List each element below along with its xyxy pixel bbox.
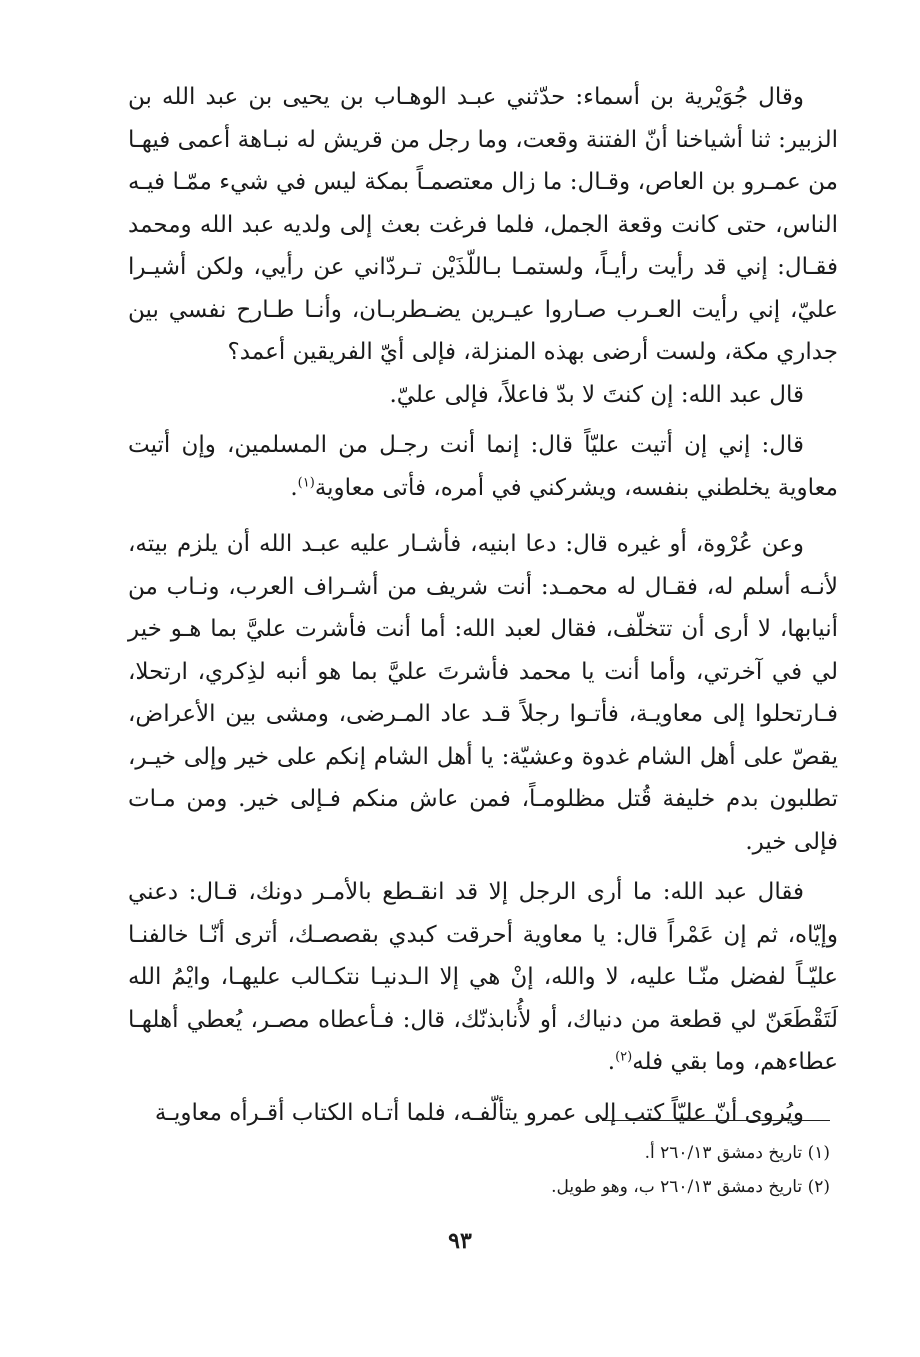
footnote-divider bbox=[602, 1120, 830, 1121]
paragraph-4: وعن عُرْوة، أو غيره قال: دعا ابنيه، فأشـار عليه عبـد الله أن يلزم بيته، لأنـه أسلم له، فقـال له محمـد: أنت شريف من أشـراف العرب، ونـاب من أنيابها، لا أرى أن تتخلّف، فقال لعبد الله: أما أنت فأشرت عليَّ بما هـو خير لي في آخرتي، وأما أنت يا محمد فأشرتَ عليَّ بما هو أنبه لذِكري، ارتحلا، فـارتحلوا إلى معاويـة، فأتـوا رجلاً قـد عاد المـرضى، ومشى بين الأعراض، يقصّ على أهل الشام غدوة وعشيّة: يا أهل الشام إنكم على خير وإلى خيـر، تطلبون بدم خليفة قُتل مظلومـاً، فمن عاش منكم فـإلى خير. ومن مـات فإلى خير. bbox=[128, 531, 838, 855]
paragraph-3-text: قال: إني إن أتيت عليّاً قال: إنما أنت رجـل من المسلمين، وإن أتيت معاوية يخلطني بنفسه، ويشركني في أمره، فأتى معاوية bbox=[128, 432, 838, 501]
paragraph-3 bbox=[128, 424, 838, 509]
footnote-1: (١) تاريخ دمشق ٢٦٠/١٣ أ. bbox=[644, 1143, 830, 1163]
paragraph-6: ويُروى أنّ عليّاً كتب إلى عمرو يتألّفـه، فلما أتـاه الكتاب أقـرأه معاويـة bbox=[154, 1099, 804, 1126]
paragraph-5-end: . bbox=[607, 1049, 616, 1075]
footnotes bbox=[120, 1136, 830, 1204]
footnote-ref-2: (٢) bbox=[615, 1049, 633, 1065]
footnote-ref-1: (١) bbox=[297, 474, 315, 490]
paragraph-1: وقال جُوَيْرية بن أسماء: حدّثني عبـد الوهـاب بن يحيى بن عبد الله بن الزبير: ثنا أشياخنا أنّ الفتنة وقعت، وما رجل من قريش له نبـاهة أعمى فيهـا من عمـرو بن العاص، وقـال: ما زال معتصمـاً بمكة ليس في شيء ممّـا فيـه الناس، حتى كانت وقعة الجمل، فلما فرغت بعث إلى ولديه عبد الله ومحمد فقـال: إني قد رأيت رأيـاً، ولستمـا بـاللّذَيْن تـردّاني عن رأيي، ولكن أشيـرا عليّ، إني رأيت العـرب صـاروا عيـرين يضـطربـان، وأنـا طـارح نفسي بين جداري مكة، ولست أرضى بهذه المنزلة، فإلى أيّ الفريقين أعمد؟ bbox=[128, 84, 838, 365]
main-text bbox=[128, 76, 838, 1134]
paragraph-5-text: فقال عبد الله: ما أرى الرجل إلا قد انقـطع بالأمـر دونك، قـال: دعني وإيّاه، ثم إن عَمْراً قال: يا معاوية أحرقت كبدي بقصصـك، أترى أنّـا خالفنـا عليّـاً لفضل منّـا عليه، لا والله، إنْ هي إلا الـدنيـا نتكـالب عليهـا، وايْمُ الله لَتَقْطَعَنّ لي قطعة من دنياك، أو لأُنابذنّك، قال: فـأعطاه مصـر، يُعطي أهلهـا عطاءهم، وما بقي فله bbox=[128, 879, 838, 1075]
paragraph-2: قال عبد الله: إن كنتَ لا بدّ فاعلاً، فإلى عليّ. bbox=[389, 381, 804, 408]
paragraph-3-end: . bbox=[290, 474, 298, 501]
footnote-2: (٢) تاريخ دمشق ٢٦٠/١٣ ب، وهو طويل. bbox=[551, 1177, 830, 1197]
page-number: ٩٣ bbox=[448, 1228, 472, 1254]
paragraph-5 bbox=[128, 871, 838, 1084]
